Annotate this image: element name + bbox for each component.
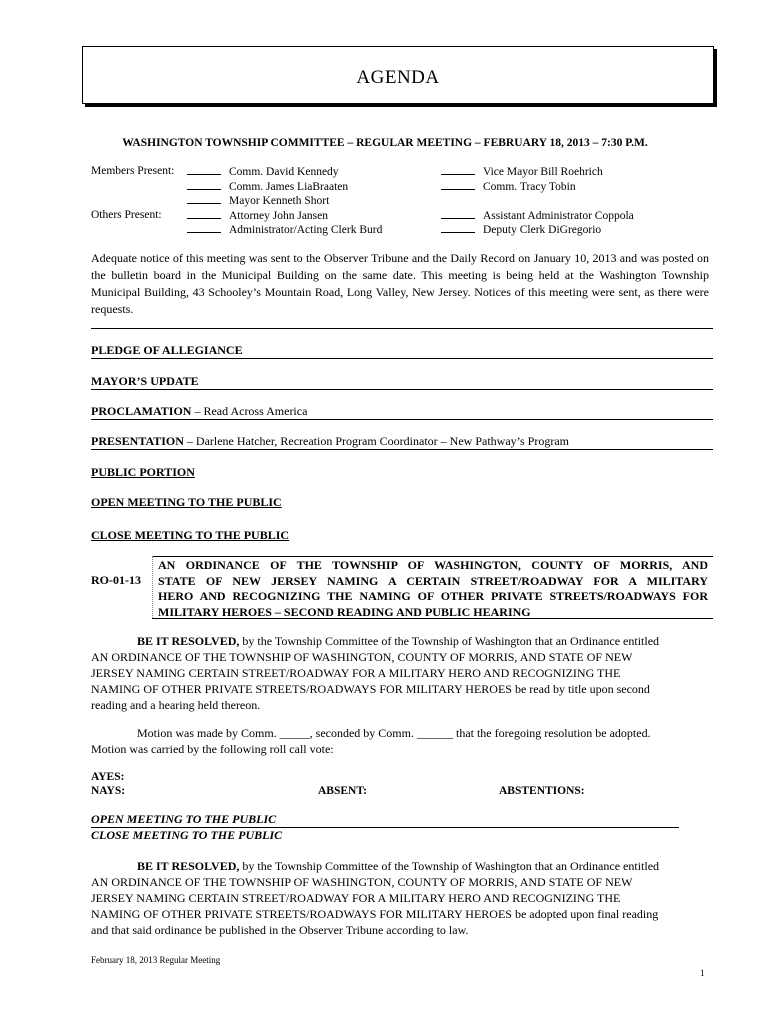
abstentions-label: ABSTENTIONS: (499, 785, 585, 797)
attendee-line: Comm. James LiaBraaten (187, 179, 348, 195)
resolution-second: BE IT RESOLVED, by the Township Committee of the Township of Washington that an Ordinance entitled AN ORDINANCE OF THE TOWNSHIP OF WASHINGTON, COUNTY OF MORRIS, AND STATE OF NEW JERSEY NAMING CERTAIN STREET/ROADWAY FOR A MILITARY HERO AND RECOGNIZING THE NAMING OF OTHER PRIVATE STREETS/ROADWAYS FOR MILITARY HEROES be adopted upon final reading and that said ordinance be published in the Observer Tribune according to law. (91, 859, 660, 937)
meeting-notice: Adequate notice of this meeting was sent to the Observer Tribune and the Daily Record on January 10, 2013 and was posted on the bulletin board in the Municipal Building on the same date. This meeting is being held at the Washington Township Municipal Building, 43 Schooley’s Mountain Road, Long Valley, New Jersey. Notices of this meeting were sent, as there were requests. (91, 251, 709, 316)
checkbox-line (187, 222, 221, 233)
absent-label: ABSENT: (318, 785, 367, 797)
divider (91, 358, 713, 359)
divider (152, 556, 713, 557)
divider (91, 328, 713, 329)
mayor-update-heading: MAYOR’S UPDATE (91, 374, 199, 388)
attendee-line: Administrator/Acting Clerk Burd (187, 222, 382, 238)
divider (91, 449, 713, 450)
nays-label: NAYS: (91, 785, 126, 797)
divider (152, 618, 713, 619)
motion-text: Motion was made by Comm. _____, seconded by Comm. ______ that the foregoing resolution be adopted. Motion was carried by the following roll call vote: (91, 726, 651, 756)
close-meeting-heading: CLOSE MEETING TO THE PUBLIC (91, 528, 290, 542)
ayes-label: AYES: (91, 771, 125, 783)
attendee-line: Vice Mayor Bill Roehrich (441, 164, 603, 180)
attendee-line: Attorney John Jansen (187, 208, 328, 224)
ordinance-title: AN ORDINANCE OF THE TOWNSHIP OF WASHINGTON, COUNTY OF MORRIS, AND STATE OF NEW JERSEY NAMING A CERTAIN STREET/ROADWAY FOR A MILITARY HERO AND RECOGNIZING THE NAMING OF OTHER PRIVATE STREETS/ROADWAYS FOR MILITARY HEROES – SECOND READING AND PUBLIC HEARING (158, 558, 708, 619)
meeting-heading: WASHINGTON TOWNSHIP COMMITTEE – REGULAR MEETING – FEBRUARY 18, 2013 – 7:30 P.M. (122, 137, 648, 149)
footer-date: February 18, 2013 Regular Meeting (91, 955, 221, 965)
page-number: 1 (700, 968, 705, 978)
attendee-line: Mayor Kenneth Short (187, 193, 329, 209)
checkbox-line (187, 164, 221, 175)
ordinance-bracket (152, 556, 153, 618)
attendee-line: Assistant Administrator Coppola (441, 208, 634, 224)
divider (91, 419, 713, 420)
page-title: AGENDA (356, 67, 440, 88)
open-meeting-heading: OPEN MEETING TO THE PUBLIC (91, 495, 282, 509)
checkbox-line (187, 193, 221, 204)
presentation-heading: PRESENTATION – Darlene Hatcher, Recreation Program Coordinator – New Pathway’s Program (91, 434, 569, 448)
attendee-line: Deputy Clerk DiGregorio (441, 222, 601, 238)
members-present-label: Members Present: (91, 165, 175, 177)
attendee-line: Comm. Tracy Tobin (441, 179, 576, 195)
checkbox-line (441, 208, 475, 219)
proclamation-heading: PROCLAMATION – Read Across America (91, 404, 308, 418)
checkbox-line (441, 164, 475, 175)
close-meeting-italic: CLOSE MEETING TO THE PUBLIC (91, 828, 283, 842)
ordinance-number: RO-01-13 (91, 573, 141, 587)
open-meeting-italic: OPEN MEETING TO THE PUBLIC (91, 812, 679, 828)
agenda-title-box (82, 46, 714, 104)
attendee-line: Comm. David Kennedy (187, 164, 339, 180)
divider (91, 389, 713, 390)
checkbox-line (441, 179, 475, 190)
others-present-label: Others Present: (91, 209, 162, 221)
checkbox-line (187, 208, 221, 219)
checkbox-line (187, 179, 221, 190)
public-portion-heading: PUBLIC PORTION (91, 465, 195, 479)
checkbox-line (441, 222, 475, 233)
pledge-heading: PLEDGE OF ALLEGIANCE (91, 343, 243, 357)
resolution-first: BE IT RESOLVED, by the Township Committee of the Township of Washington that an Ordinance entitled AN ORDINANCE OF THE TOWNSHIP OF WASHINGTON, COUNTY OF MORRIS, AND STATE OF NEW JERSEY NAMING CERTAIN STREET/ROADWAY FOR A MILITARY HERO AND RECOGNIZING THE NAMING OF OTHER PRIVATE STREETS/ROADWAYS FOR MILITARY HEROES be read by title upon second reading and a hearing held thereon. (91, 634, 660, 712)
